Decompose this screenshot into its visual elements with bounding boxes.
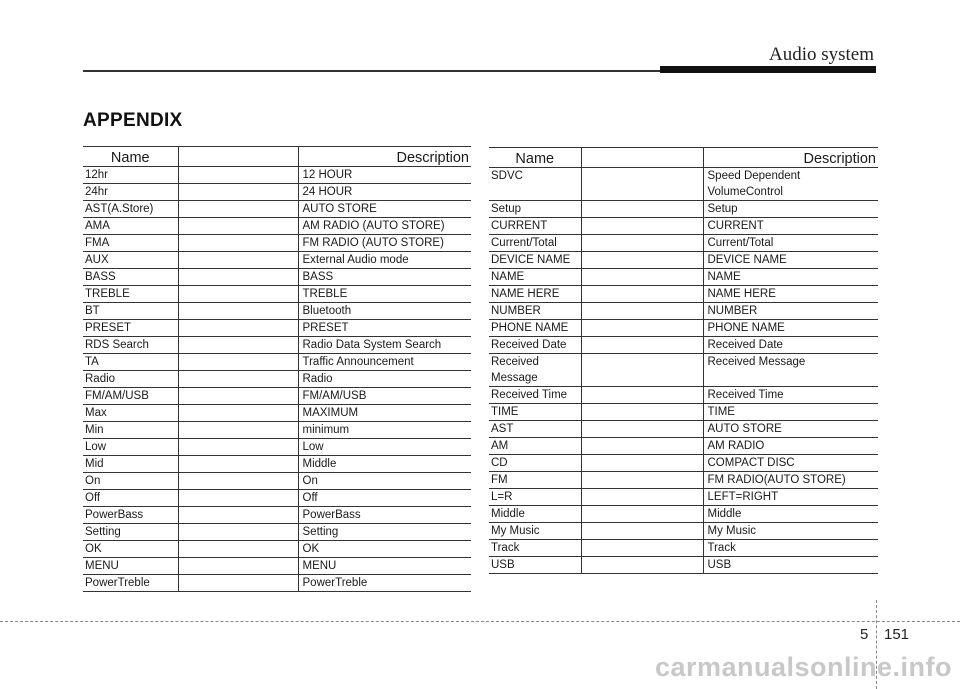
description-cell: Low (298, 439, 471, 456)
table-row (489, 438, 878, 455)
name-cell (489, 404, 581, 421)
description-cell: Off (298, 490, 471, 507)
name-cell: On (85, 475, 101, 487)
row-separator (581, 168, 703, 201)
description-cell: Setting (298, 524, 471, 541)
name-cell: FM/AM/USB (85, 390, 149, 402)
table-row (83, 201, 471, 218)
table-row (489, 506, 878, 523)
description-cell-text: CURRENT (707, 220, 764, 232)
name-cell (489, 168, 581, 201)
description-cell (703, 472, 878, 489)
row-separator (178, 235, 298, 252)
row-separator (178, 269, 298, 286)
description-cell-text: Setup (707, 203, 738, 215)
description-cell (703, 540, 878, 557)
table-row (83, 575, 471, 592)
name-cell-text: AST (491, 423, 514, 435)
table-row (489, 286, 878, 303)
row-separator (178, 456, 298, 473)
table-row (489, 540, 878, 557)
row-separator (581, 455, 703, 472)
table-row (489, 387, 878, 404)
name-cell: MENU (85, 560, 119, 572)
row-separator (178, 558, 298, 575)
description-cell-text: FM RADIO(AUTO STORE) (707, 474, 846, 486)
description-cell: PowerTreble (298, 575, 471, 592)
table-row (489, 168, 878, 201)
description-cell (703, 303, 878, 320)
column-header-name: Name (110, 150, 150, 166)
column-separator (581, 148, 703, 168)
name-cell-text: NAME HERE (491, 288, 560, 300)
row-separator (178, 252, 298, 269)
description-cell (703, 168, 878, 201)
row-separator (581, 404, 703, 421)
table-row (83, 439, 471, 456)
row-separator (178, 286, 298, 303)
description-cell: MENU (298, 558, 471, 575)
row-separator (581, 235, 703, 252)
table-row (489, 404, 878, 421)
header-rule-accent (660, 66, 876, 73)
row-separator (581, 387, 703, 404)
name-cell: PowerBass (85, 509, 144, 521)
header-rule (83, 70, 660, 72)
row-separator (178, 490, 298, 507)
table-row (83, 354, 471, 371)
name-cell: OK (85, 543, 102, 555)
description-cell-text: NUMBER (707, 305, 758, 317)
name-cell: BT (85, 305, 100, 317)
column-separator (178, 147, 298, 167)
name-cell-text: Message (491, 372, 538, 384)
name-cell-text: NAME (491, 271, 525, 283)
table-row (489, 303, 878, 320)
name-cell-text: CD (491, 457, 508, 469)
name-cell: AUX (85, 254, 109, 266)
name-cell-text: CURRENT (491, 220, 548, 232)
page-number: 151 (884, 626, 910, 643)
row-separator (581, 269, 703, 286)
table-row (83, 541, 471, 558)
description-cell (703, 201, 878, 218)
name-cell: PowerTreble (85, 577, 150, 589)
row-separator (178, 320, 298, 337)
table-row (83, 218, 471, 235)
row-separator (178, 337, 298, 354)
name-cell (489, 201, 581, 218)
description-cell-text: NAME (707, 271, 741, 283)
row-separator (581, 421, 703, 438)
row-separator (178, 422, 298, 439)
description-cell-text: Received Date (707, 339, 783, 351)
table-row (489, 472, 878, 489)
description-cell-text: COMPACT DISC (707, 457, 795, 469)
name-cell-text: Received Time (491, 389, 568, 401)
row-separator (178, 371, 298, 388)
row-separator (581, 286, 703, 303)
description-cell-text: Received Message (707, 356, 806, 368)
name-cell: TA (85, 356, 99, 368)
row-separator (581, 303, 703, 320)
description-cell: PRESET (298, 320, 471, 337)
description-cell: OK (298, 541, 471, 558)
table-row (83, 371, 471, 388)
description-cell (703, 557, 878, 574)
description-cell (703, 455, 878, 472)
table-row (83, 524, 471, 541)
table-row (489, 523, 878, 540)
table-row (489, 235, 878, 252)
name-cell-text: Middle (491, 508, 525, 520)
row-separator (581, 540, 703, 557)
table-row (83, 337, 471, 354)
table-row (489, 557, 878, 574)
table-row (489, 252, 878, 269)
glossary-table-right (489, 147, 878, 574)
table-row (83, 235, 471, 252)
table-row (489, 455, 878, 472)
name-cell: Low (85, 441, 107, 453)
row-separator (581, 218, 703, 235)
name-cell-text: FM (491, 474, 508, 486)
description-cell (703, 337, 878, 354)
description-cell (703, 252, 878, 269)
column-header-description: Description (703, 148, 878, 168)
description-cell: MAXIMUM (298, 405, 471, 422)
row-separator (178, 439, 298, 456)
description-cell-text: USB (707, 559, 732, 571)
description-cell-text: Track (707, 542, 736, 554)
row-separator (581, 337, 703, 354)
name-cell: RDS Search (85, 339, 149, 351)
name-cell-text: Received (491, 356, 539, 368)
row-separator (581, 201, 703, 218)
page-heading: APPENDIX (83, 110, 183, 131)
name-cell (489, 303, 581, 320)
row-separator (178, 354, 298, 371)
name-cell (489, 523, 581, 540)
name-cell (489, 320, 581, 337)
description-cell-text: Current/Total (707, 237, 774, 249)
table-row (489, 201, 878, 218)
name-cell-text: Received Date (491, 339, 567, 351)
description-cell: FM/AM/USB (298, 388, 471, 405)
row-separator (581, 489, 703, 506)
table-row (83, 558, 471, 575)
row-separator (178, 303, 298, 320)
name-cell: TREBLE (85, 288, 130, 300)
name-cell-text: PHONE NAME (491, 322, 569, 334)
row-separator (178, 541, 298, 558)
name-cell (489, 438, 581, 455)
description-cell-text: VolumeControl (707, 186, 783, 198)
name-cell (489, 455, 581, 472)
row-separator (581, 472, 703, 489)
description-cell (703, 421, 878, 438)
name-cell (489, 557, 581, 574)
description-cell: Bluetooth (298, 303, 471, 320)
name-cell: Off (85, 492, 101, 504)
description-cell: 12 HOUR (298, 167, 471, 184)
name-cell (489, 235, 581, 252)
description-cell: 24 HOUR (298, 184, 471, 201)
description-cell (703, 506, 878, 523)
description-cell-text: TIME (707, 406, 735, 418)
description-cell: AUTO STORE (298, 201, 471, 218)
footer-dashed-rule (0, 621, 960, 622)
name-cell: Mid (85, 458, 104, 470)
description-cell (703, 286, 878, 303)
table-row (83, 456, 471, 473)
row-separator (178, 184, 298, 201)
name-cell: 24hr (85, 186, 109, 198)
row-separator (178, 507, 298, 524)
glossary-table-left (83, 146, 471, 592)
name-cell: PRESET (85, 322, 132, 334)
name-cell: Setting (85, 526, 121, 538)
row-separator (581, 557, 703, 574)
name-cell: Radio (85, 373, 116, 385)
table-row (489, 354, 878, 387)
name-cell (489, 506, 581, 523)
name-cell: 12hr (85, 169, 109, 181)
description-cell-text: My Music (707, 525, 757, 537)
row-separator (581, 252, 703, 269)
name-cell-text: SDVC (491, 170, 523, 182)
name-cell (489, 286, 581, 303)
description-cell: BASS (298, 269, 471, 286)
name-cell (489, 472, 581, 489)
table-row (83, 507, 471, 524)
name-cell (489, 269, 581, 286)
name-cell (489, 489, 581, 506)
name-cell-text: My Music (491, 525, 540, 537)
row-separator (178, 473, 298, 490)
table-header-row (489, 148, 878, 168)
description-cell-text: Received Time (707, 389, 784, 401)
description-cell (703, 218, 878, 235)
row-separator (178, 575, 298, 592)
description-cell: Radio (298, 371, 471, 388)
row-separator (581, 523, 703, 540)
row-separator (178, 524, 298, 541)
name-cell: FMA (85, 237, 110, 249)
table-row (83, 388, 471, 405)
description-cell: Middle (298, 456, 471, 473)
table-header-row (83, 147, 471, 167)
table-row (83, 490, 471, 507)
name-cell (489, 218, 581, 235)
name-cell-text: AM (491, 440, 509, 452)
name-cell (489, 337, 581, 354)
name-cell: Min (85, 424, 104, 436)
row-separator (178, 405, 298, 422)
description-cell (703, 269, 878, 286)
table-row (489, 421, 878, 438)
section-title: Audio system (768, 44, 874, 65)
table-row (83, 167, 471, 184)
row-separator (581, 354, 703, 387)
description-cell: AM RADIO (AUTO STORE) (298, 218, 471, 235)
description-cell: On (298, 473, 471, 490)
description-cell: TREBLE (298, 286, 471, 303)
description-cell (703, 438, 878, 455)
row-separator (178, 167, 298, 184)
row-separator (581, 506, 703, 523)
table-row (83, 405, 471, 422)
description-cell-text: AM RADIO (707, 440, 765, 452)
description-cell: minimum (298, 422, 471, 439)
name-cell: AMA (85, 220, 110, 232)
table-row (83, 320, 471, 337)
table-row (83, 286, 471, 303)
name-cell (489, 421, 581, 438)
description-cell: PowerBass (298, 507, 471, 524)
description-cell (703, 523, 878, 540)
description-cell-text: PHONE NAME (707, 322, 785, 334)
table-row (83, 184, 471, 201)
description-cell: Traffic Announcement (298, 354, 471, 371)
description-cell: Radio Data System Search (298, 337, 471, 354)
description-cell-text: NAME HERE (707, 288, 776, 300)
table-row (83, 473, 471, 490)
description-cell-text: DEVICE NAME (707, 254, 787, 266)
column-header-name: Name (515, 151, 555, 167)
description-cell (703, 387, 878, 404)
watermark: carmanualsonline.info (654, 652, 952, 682)
row-separator (581, 320, 703, 337)
column-header-description: Description (298, 147, 471, 167)
name-cell (489, 252, 581, 269)
description-cell (703, 320, 878, 337)
name-cell-text: TIME (491, 406, 519, 418)
table-row (83, 303, 471, 320)
name-cell-text: Setup (491, 203, 522, 215)
description-cell (703, 404, 878, 421)
name-cell-text: DEVICE NAME (491, 254, 571, 266)
row-separator (178, 218, 298, 235)
name-cell-text: Current/Total (491, 237, 557, 249)
name-cell-text: Track (491, 542, 520, 554)
row-separator (178, 201, 298, 218)
name-cell (489, 387, 581, 404)
description-cell: External Audio mode (298, 252, 471, 269)
table-row (83, 269, 471, 286)
name-cell-text: NUMBER (491, 305, 541, 317)
name-cell: Max (85, 407, 107, 419)
table-row (489, 269, 878, 286)
name-cell (489, 354, 581, 387)
table-row (83, 422, 471, 439)
section-number: 5 (860, 626, 869, 643)
row-separator (581, 438, 703, 455)
description-cell (703, 235, 878, 252)
description-cell-text: Speed Dependent (707, 170, 801, 182)
table-row (489, 337, 878, 354)
table-row (489, 489, 878, 506)
table-row (489, 218, 878, 235)
description-cell-text: AUTO STORE (707, 423, 782, 435)
description-cell (703, 489, 878, 506)
table-row (83, 252, 471, 269)
row-separator (178, 388, 298, 405)
table-row (489, 320, 878, 337)
name-cell-text: L=R (491, 491, 513, 503)
name-cell: AST(A.Store) (85, 203, 154, 215)
description-cell: FM RADIO (AUTO STORE) (298, 235, 471, 252)
name-cell (489, 540, 581, 557)
description-cell (703, 354, 878, 387)
description-cell-text: LEFT=RIGHT (707, 491, 779, 503)
name-cell-text: USB (491, 559, 515, 571)
description-cell-text: Middle (707, 508, 742, 520)
name-cell: BASS (85, 271, 116, 283)
